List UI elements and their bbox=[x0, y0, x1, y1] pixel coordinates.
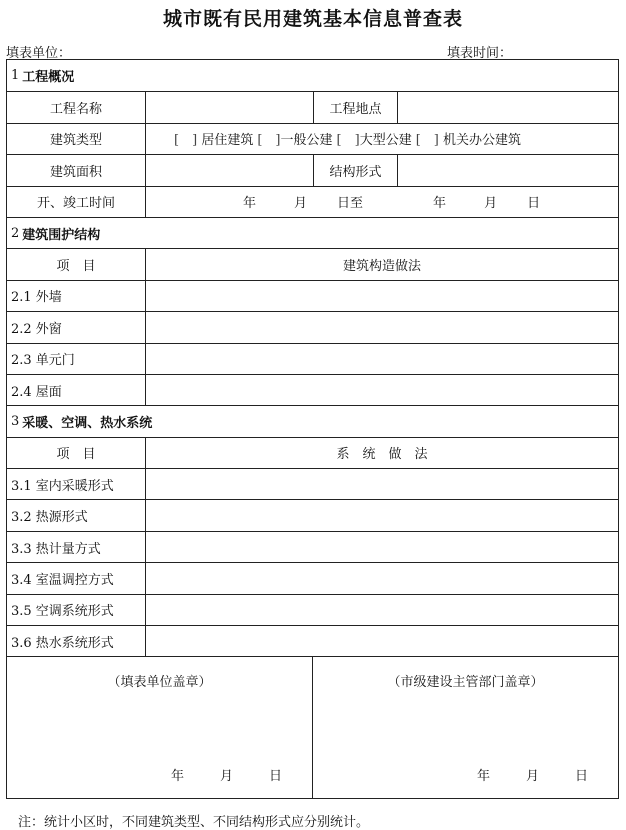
section-3-number: 3 bbox=[11, 413, 20, 429]
section-3-title: 采暖、空调、热水系统 bbox=[22, 415, 153, 431]
stamp-area bbox=[7, 656, 618, 798]
project-location-field[interactable] bbox=[398, 92, 618, 122]
section-2-column-headers bbox=[7, 248, 618, 279]
type-checkbox-residential[interactable]: [ ] 居住建筑 bbox=[174, 133, 254, 149]
section-3-column-headers bbox=[7, 437, 618, 468]
sec2-item-label: 2.2 外窗 bbox=[7, 312, 146, 342]
section-2-title: 建筑围护结构 bbox=[22, 227, 101, 243]
type-checkbox-large-public[interactable]: [ ]大型公建 bbox=[336, 133, 412, 149]
structure-form-field[interactable] bbox=[398, 155, 618, 185]
project-location-label: 工程地点 bbox=[314, 92, 398, 122]
sec2-item-label: 2.1 外墙 bbox=[7, 281, 146, 311]
row-building-area bbox=[7, 154, 618, 185]
form-title: 城市既有民用建筑基本信息普查表 bbox=[162, 8, 463, 30]
authority-stamp-box[interactable] bbox=[313, 657, 618, 798]
table-row bbox=[7, 499, 618, 530]
project-name-label: 工程名称 bbox=[7, 92, 146, 122]
fill-unit-stamp-box[interactable] bbox=[7, 657, 313, 798]
type-checkbox-government-office[interactable]: [ ] 机关办公建筑 bbox=[415, 133, 522, 149]
sec3-method-header: 系 统 做 法 bbox=[336, 447, 428, 463]
structure-form-label: 结构形式 bbox=[314, 155, 398, 185]
sec3-item-field[interactable] bbox=[146, 595, 618, 625]
table-row bbox=[7, 311, 618, 342]
sec2-item-field[interactable] bbox=[146, 281, 618, 311]
fill-unit-stamp-label: （填表单位盖章） bbox=[107, 675, 212, 691]
sec3-item-label: 3.4 室温调控方式 bbox=[7, 563, 146, 593]
fill-unit-label: 填表单位： bbox=[6, 46, 72, 61]
fill-unit-stamp-date: 年 月 日 bbox=[170, 769, 282, 785]
section-1-title: 工程概况 bbox=[22, 70, 75, 86]
start-end-date-field[interactable]: 年 月 日至 年 月 日 bbox=[243, 196, 541, 212]
sec3-item-label: 3.6 热水系统形式 bbox=[7, 626, 146, 656]
type-checkbox-general-public[interactable]: [ ]一般公建 bbox=[257, 133, 333, 149]
table-row bbox=[7, 468, 618, 499]
sec3-item-label: 3.3 热计量方式 bbox=[7, 532, 146, 562]
table-row bbox=[7, 531, 618, 562]
authority-stamp-label: （市级建设主管部门盖章） bbox=[387, 675, 544, 691]
table-row bbox=[7, 594, 618, 625]
section-1-number: 1 bbox=[11, 68, 20, 84]
fill-time-label: 填表时间： bbox=[447, 46, 513, 61]
section-1-header bbox=[7, 60, 618, 91]
survey-table bbox=[6, 59, 619, 799]
sec2-item-field[interactable] bbox=[146, 344, 618, 374]
table-row bbox=[7, 343, 618, 374]
sec3-item-label: 3.2 热源形式 bbox=[7, 500, 146, 530]
sec3-item-label: 3.5 空调系统形式 bbox=[7, 595, 146, 625]
section-2-number: 2 bbox=[11, 225, 20, 241]
sec2-method-header: 建筑构造做法 bbox=[342, 259, 421, 275]
project-name-field[interactable] bbox=[146, 92, 314, 122]
sec2-item-header: 项 目 bbox=[7, 249, 146, 279]
row-start-end-time bbox=[7, 186, 618, 217]
sec3-item-field[interactable] bbox=[146, 563, 618, 593]
sec2-item-label: 2.3 单元门 bbox=[7, 344, 146, 374]
sec3-item-field[interactable] bbox=[146, 626, 618, 656]
sec3-item-label: 3.1 室内采暖形式 bbox=[7, 469, 146, 499]
table-row bbox=[7, 562, 618, 593]
section-2-header bbox=[7, 217, 618, 248]
building-type-label: 建筑类型 bbox=[7, 124, 146, 154]
sec3-item-header: 项 目 bbox=[7, 438, 146, 468]
building-area-field[interactable] bbox=[146, 155, 314, 185]
sec2-item-field[interactable] bbox=[146, 312, 618, 342]
sec2-item-label: 2.4 屋面 bbox=[7, 375, 146, 405]
footnote: 注：统计小区时，不同建筑类型、不同结构形式应分别统计。 bbox=[18, 815, 370, 830]
authority-stamp-date: 年 月 日 bbox=[476, 769, 588, 785]
table-row bbox=[7, 374, 618, 405]
section-3-header bbox=[7, 405, 618, 436]
start-end-time-label: 开、竣工时间 bbox=[7, 187, 146, 217]
sec2-item-field[interactable] bbox=[146, 375, 618, 405]
table-row bbox=[7, 280, 618, 311]
table-row bbox=[7, 625, 618, 656]
sec3-item-field[interactable] bbox=[146, 532, 618, 562]
row-building-type bbox=[7, 123, 618, 154]
row-project-name bbox=[7, 91, 618, 122]
sec3-item-field[interactable] bbox=[146, 469, 618, 499]
building-area-label: 建筑面积 bbox=[7, 155, 146, 185]
sec3-item-field[interactable] bbox=[146, 500, 618, 530]
building-type-options bbox=[146, 124, 618, 154]
